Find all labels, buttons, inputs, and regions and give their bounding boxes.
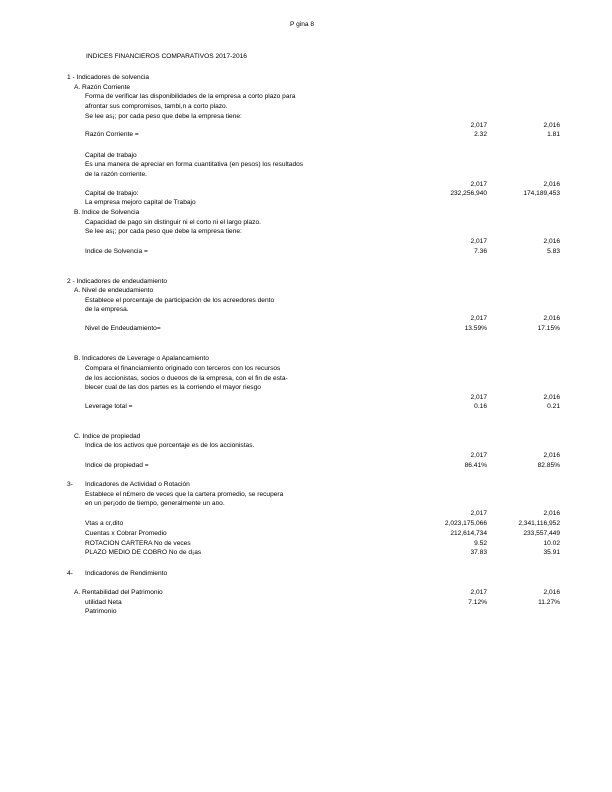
capital-trabajo-2016: 174,189,453 [523, 190, 560, 197]
leverage-desc-2: de los accionistas, socios o due¤os de la empresa, con el fin de esta- [85, 375, 288, 382]
section-4-heading: Indicadores de Rendimiento [85, 570, 168, 577]
leverage-desc-1: Compara el financiamiento originado con terceros con los recursos [85, 365, 281, 372]
year-2017: 2,017 [470, 238, 487, 245]
rentabilidad-2016: 11.27% [538, 599, 560, 606]
year-2016: 2,016 [543, 315, 560, 322]
nivel-endeudamiento-desc-2: de la empresa. [85, 306, 129, 313]
leverage-label: Leverage total = [85, 403, 133, 410]
actividad-row-2017: 2,023,175,066 [444, 520, 487, 527]
leverage-2016: 0.21 [547, 403, 560, 410]
nivel-endeudamiento-2016: 17.15% [537, 325, 560, 332]
leverage-2017: 0.16 [474, 403, 487, 410]
year-2016: 2,016 [543, 589, 560, 596]
nivel-endeudamiento-label: Nivel de Endeudamiento= [85, 325, 161, 332]
actividad-row-2017: 9.52 [474, 540, 487, 547]
section-3-heading: Indicadores de Actividad o Rotación [85, 481, 190, 488]
capital-trabajo-2017: 232,256,940 [450, 190, 487, 197]
year-2016: 2,016 [543, 238, 560, 245]
capital-trabajo-label: Capital de trabajo: [85, 190, 139, 197]
page-label: P gina 8 [290, 21, 315, 28]
razon-corriente-desc-2: afrontar sus compromisos, tambi,n a corto plazo. [85, 103, 228, 110]
actividad-desc-2: en un per¡odo de tiempo, generalmente un a¤o. [85, 500, 225, 507]
actividad-row-label: Vtas a cr,dito [85, 520, 124, 527]
indice-propiedad-heading: C. Indice de propiedad [74, 433, 141, 440]
leverage-heading: B. Indicadores de Leverage o Apalancamiento [74, 355, 209, 362]
year-2017: 2,017 [470, 394, 487, 401]
year-2016: 2,016 [543, 394, 560, 401]
actividad-row-label: Cuentas x Cobrar Promedio [85, 530, 167, 537]
indice-solvencia-2017: 7.36 [474, 248, 487, 255]
actividad-row-2016: 2,341,116,952 [518, 520, 560, 527]
year-2017: 2,017 [470, 122, 487, 129]
indice-solvencia-desc-1: Capacidad de pago sin distinguir ni el corto ni el largo plazo. [85, 219, 261, 226]
rentabilidad-heading: A. Rentabilidad del Patrimonio [74, 589, 163, 596]
section-2-heading: 2 - Indicadores de endeudamiento [67, 278, 168, 285]
section-4-number: 4- [67, 570, 73, 577]
utilidad-neta-label: utilidad Neta [85, 599, 122, 606]
actividad-row-2017: 37.83 [470, 549, 487, 556]
rentabilidad-2017: 7.12% [468, 599, 487, 606]
section-3-number: 3- [67, 481, 73, 488]
actividad-row-2017: 212,614,734 [450, 530, 487, 537]
indice-solvencia-heading: B. Indice de Solvencia [74, 209, 140, 216]
razon-corriente-heading: A. Razón Corriente [74, 84, 131, 91]
razon-corriente-2017: 2.32 [474, 131, 487, 138]
year-2016: 2,016 [543, 452, 560, 459]
nivel-endeudamiento-desc-1: Establece el porcentaje de participación de los acreedores dento [85, 297, 275, 304]
patrimonio-label: Patrimonio [85, 608, 117, 615]
actividad-row-label: PLAZO MEDIO DE COBRO No de d¡as [85, 549, 202, 556]
year-2017: 2,017 [470, 452, 487, 459]
year-2017: 2,017 [470, 589, 487, 596]
actividad-row-label: ROTACION CARTERA No de veces [85, 540, 191, 547]
actividad-desc-1: Establece el n£mero de veces que la cartera promedio, se recupera [85, 491, 284, 498]
nivel-endeudamiento-2017: 13.59% [464, 325, 487, 332]
indice-solvencia-2016: 5.83 [547, 248, 560, 255]
actividad-row-2016: 10.02 [543, 540, 560, 547]
capital-trabajo-note: La empresa mejoro capital de Trabajo [85, 199, 196, 206]
capital-trabajo-desc-2: de la razón corriente. [85, 171, 147, 178]
indice-propiedad-desc: Indica de los activos que porcentaje es de los accionistas. [85, 442, 255, 449]
indice-propiedad-2016: 82.85% [537, 462, 560, 469]
indice-solvencia-desc-2: Se lee as¡; por cada peso que debe la empresa tiene: [85, 228, 242, 235]
year-2016: 2,016 [543, 510, 560, 517]
section-1-heading: 1 - Indicadores de solvencia [67, 74, 150, 81]
year-2017: 2,017 [470, 510, 487, 517]
year-2016: 2,016 [543, 122, 560, 129]
leverage-desc-3: blecer cual de las dos partes es la corriendo el mayor riesgo [85, 384, 261, 391]
razon-corriente-desc-3: Se lee as¡; por cada peso que debe la empresa tiene: [85, 113, 242, 120]
year-2017: 2,017 [470, 315, 487, 322]
capital-trabajo-heading: Capital de trabajo [85, 152, 137, 159]
indice-propiedad-2017: 86.41% [464, 462, 487, 469]
razon-corriente-label: Razón Corriente = [85, 131, 139, 138]
razon-corriente-2016: 1.81 [547, 131, 560, 138]
nivel-endeudamiento-heading: A. Nivel de endeudamiento [74, 287, 154, 294]
actividad-row-2016: 233,557,449 [523, 530, 560, 537]
indice-propiedad-label: Indice de propiedad = [85, 462, 149, 469]
page-title: INDICES FINANCIEROS COMPARATIVOS 2017-2016 [86, 53, 247, 60]
razon-corriente-desc-1: Forma de verificar las disponibilidades de la empresa a corto plazo para [85, 93, 296, 100]
year-2017: 2,017 [470, 181, 487, 188]
actividad-row-2016: 35.91 [543, 549, 560, 556]
capital-trabajo-desc-1: Es una manera de apreciar en forma cuantitativa (en pesos) los resultados [85, 161, 304, 168]
indice-solvencia-label: Indice de Solvencia = [85, 248, 148, 255]
year-2016: 2,016 [543, 181, 560, 188]
